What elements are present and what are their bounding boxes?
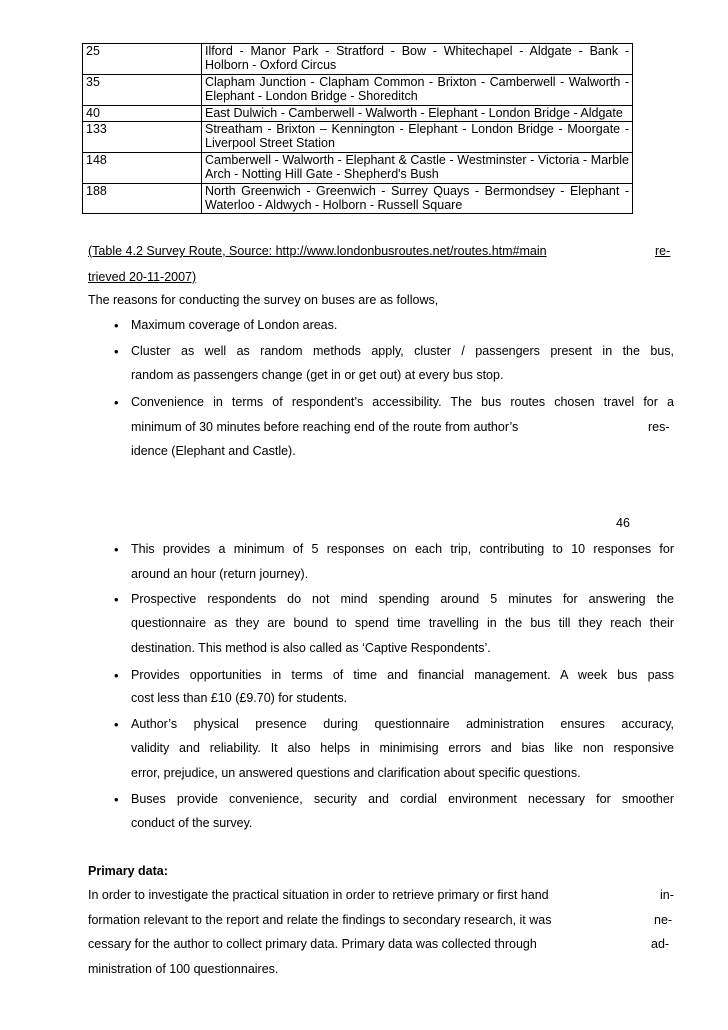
table-caption-line-1-end: re- — [655, 244, 671, 258]
bullet-text: Convenience in terms of respondent’s accessibility. The bus routes chosen travel for a — [131, 395, 674, 409]
bullet-text: Author’s physical presence during questionnaire administration ensures accuracy, — [131, 717, 674, 731]
paragraph-line: In order to investigate the practical situation in order to retrieve primary or first hand — [88, 888, 549, 902]
bullet-icon: • — [114, 717, 119, 732]
table-row — [83, 183, 633, 214]
bullet-text-hyphen: res- — [648, 420, 670, 434]
bullet-icon: • — [114, 542, 119, 557]
table-row — [83, 44, 633, 75]
bullet-text: minimum of 30 minutes before reaching end of the route from author’s — [131, 420, 519, 434]
bullet-icon: • — [114, 318, 119, 333]
bullet-text: idence (Elephant and Castle). — [131, 444, 296, 458]
bullet-icon: • — [114, 592, 119, 607]
route-stops: Clapham Junction - Clapham Common - Brixton - Camberwell - Walworth - Elephant - London Bridge - Shoreditch — [202, 74, 633, 105]
bullet-text: random as passengers change (get in or get out) at every bus stop. — [131, 368, 504, 382]
route-number: 40 — [83, 105, 202, 121]
paragraph-line-hyphen: in- — [660, 888, 674, 902]
paragraph-line: cessary for the author to collect primary data. Primary data was collected through — [88, 937, 537, 951]
paragraph-line-hyphen: ne- — [654, 913, 673, 927]
bullet-text: Buses provide convenience, security and cordial environment necessary for smoother — [131, 792, 674, 806]
page-number: 46 — [616, 516, 630, 530]
route-stops: Streatham - Brixton – Kennington - Elephant - London Bridge - Moorgate - Liverpool Street Station — [202, 122, 633, 153]
bullet-text: Provides opportunities in terms of time and financial management. A week bus pass — [131, 668, 674, 682]
table-row — [83, 122, 633, 153]
table-caption-line-2: trieved 20-11-2007) — [88, 270, 197, 284]
route-number: 25 — [83, 44, 202, 75]
bullet-text: error, prejudice, un answered questions and clarification about specific questions. — [131, 766, 581, 780]
bullet-text: cost less than £10 (£9.70) for students. — [131, 691, 348, 705]
bullet-text: validity and reliability. It also helps in minimising errors and bias like non responsive — [131, 741, 674, 755]
route-number: 188 — [83, 183, 202, 214]
route-number: 133 — [83, 122, 202, 153]
bullet-text: conduct of the survey. — [131, 816, 253, 830]
bullet-text: around an hour (return journey). — [131, 567, 309, 581]
route-stops: East Dulwich - Camberwell - Walworth - Elephant - London Bridge - Aldgate — [202, 105, 633, 121]
route-stops: North Greenwich - Greenwich - Surrey Quays - Bermondsey - Elephant - Waterloo - Aldwych - Holborn - Russell Square — [202, 183, 633, 214]
bullet-icon: • — [114, 668, 119, 683]
table-row — [83, 105, 633, 121]
bullet-text: Prospective respondents do not mind spending around 5 minutes for answering the — [131, 592, 674, 606]
paragraph-line-hyphen: ad- — [651, 937, 670, 951]
paragraph-line: formation relevant to the report and relate the findings to secondary research, it was — [88, 913, 552, 927]
route-stops: Ilford - Manor Park - Stratford - Bow - Whitechapel - Aldgate - Bank - Holborn - Oxford Circus — [202, 44, 633, 75]
section-heading: Primary data: — [88, 864, 168, 878]
bullet-text: questionnaire as they are bound to spend time travelling in the bus till they reach their — [131, 616, 674, 630]
survey-route-table — [82, 43, 633, 214]
route-number: 148 — [83, 152, 202, 183]
paragraph-line: ministration of 100 questionnaires. — [88, 962, 279, 976]
table-caption-line-1: (Table 4.2 Survey Route, Source: http://www.londonbusroutes.net/routes.htm#main — [88, 244, 547, 258]
intro-text: The reasons for conducting the survey on buses are as follows, — [88, 293, 439, 307]
table-row — [83, 74, 633, 105]
bullet-text: destination. This method is also called as ‘Captive Respondents’. — [131, 641, 491, 655]
route-stops: Camberwell - Walworth - Elephant & Castle - Westminster - Victoria - Marble Arch - Notting Hill Gate - Shepherd's Bush — [202, 152, 633, 183]
bullet-text: Cluster as well as random methods apply, cluster / passengers present in the bus, — [131, 344, 674, 358]
bullet-text: Maximum coverage of London areas. — [131, 318, 338, 332]
bullet-icon: • — [114, 344, 119, 359]
table-row — [83, 152, 633, 183]
bullet-text: This provides a minimum of 5 responses on each trip, contributing to 10 responses for — [131, 542, 674, 556]
bullet-icon: • — [114, 395, 119, 410]
route-number: 35 — [83, 74, 202, 105]
bullet-icon: • — [114, 792, 119, 807]
